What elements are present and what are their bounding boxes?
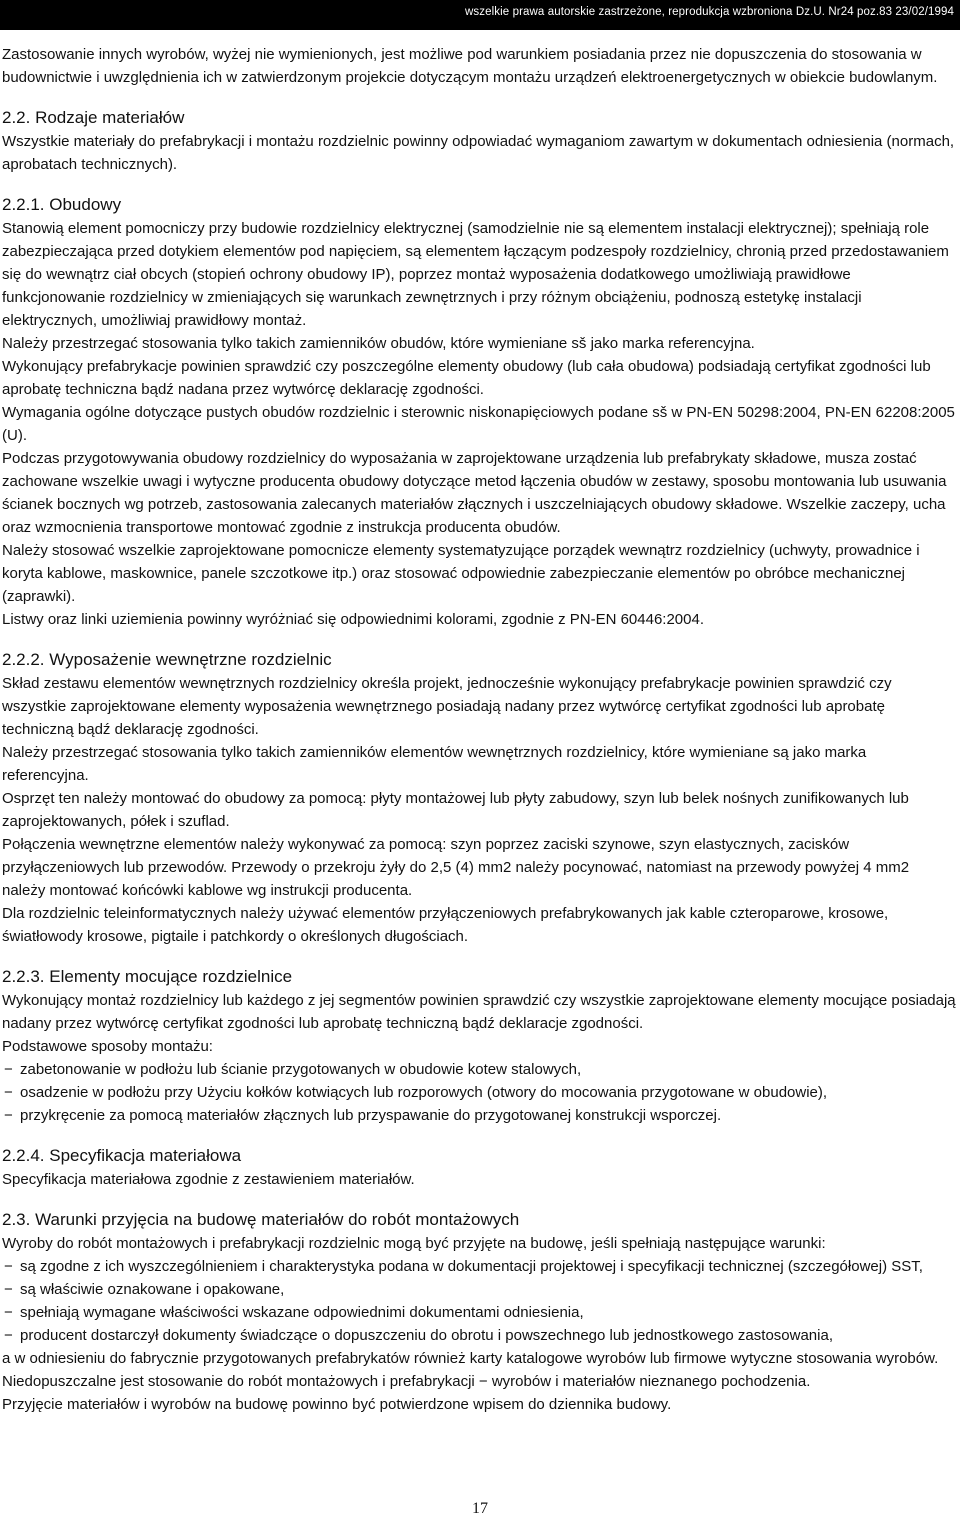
list-item: − osadzenie w podłożu przy Użyciu kołków kotwiących lub rozporowych (otwory do mocowania przygotowane w obudowie), xyxy=(2,1081,956,1104)
section-heading-2-2-4: 2.2.4. Specyfikacja materiałowa xyxy=(2,1146,242,1165)
list-item: − są właściwie oznakowane i opakowane, xyxy=(2,1278,956,1301)
list-item: − producent dostarczył dokumenty świadczące o dopuszczeniu do obrotu i powszechnego lub jednostkowego zastosowania, xyxy=(2,1324,956,1347)
paragraph: Dla rozdzielnic teleinformatycznych należy używać elementów przyłączeniowych prefabrykowanych jak kable czteroparowe, krosowe, światłowody krosowe, pigtaile i patchkordy o określonych długościach. xyxy=(2,905,889,945)
paragraph: Wykonujący prefabrykacje powinien sprawdzić czy poszczególne elementy obudowy (lub cała obudowa) podsiadają certyfikat zgodności lub aprobatę techniczna bądź nadana przez wytwórcę deklarację zgodności. xyxy=(2,358,931,398)
paragraph: Należy przestrzegać stosowania tylko takich zamienników elementów wewnętrznych rozdzielnicy, które wymieniane są jako marka referencyjna. xyxy=(2,744,867,784)
paragraph: Należy stosować wszelkie zaprojektowane pomocnicze elementy systematyzujące porządek wewnątrz rozdzielnicy (uchwyty, prowadnice i koryta kablowe, maskownice, panele szczotkowe itp.) oraz stosować odpowiednie zabezpieczanie elementów po obróbce mechanicznej (zaprawki). xyxy=(2,542,920,605)
paragraph: Połączenia wewnętrzne elementów należy wykonywać za pomocą: szyn poprzez zaciski szynowe, szyn elastycznych, zacisków przyłączeniowych lub przewodów. Przewody o przekroju żyły do 2,5 (4) mm2 należy pocynować, natomiast na przewody powyżej 4 mm2 należy montować końcówki kablowe wg instrukcji producenta. xyxy=(2,836,910,899)
paragraph: Wyroby do robót montażowych i prefabrykacji rozdzielnic mogą być przyjęte na budowę, jeśli spełniają następujące warunki: xyxy=(2,1235,826,1252)
header-copyright-text: wszelkie prawa autorskie zastrzeżone, reprodukcja wzbroniona Dz.U. Nr24 poz.83 23/02/1994 xyxy=(465,6,954,18)
paragraph: Niedopuszczalne jest stosowanie do robót montażowych i prefabrykacji − wyrobów i materiałów nieznanego pochodzenia. xyxy=(2,1373,811,1390)
paragraph: Wymagania ogólne dotyczące pustych obudów rozdzielnic i sterownic niskonapięciowych podane sš w PN-EN 50298:2004, PN-EN 62208:2005 (U). xyxy=(2,404,955,444)
mounting-methods-list xyxy=(2,1058,956,1127)
list-item: − spełniają wymagane właściwości wskazane odpowiednimi dokumentami odniesienia, xyxy=(2,1301,956,1324)
list-item: − przykręcenie za pomocą materiałów złącznych lub przyspawanie do przygotowanej konstrukcji wsporczej. xyxy=(2,1104,956,1127)
section-heading-2-2-3: 2.2.3. Elementy mocujące rozdzielnice xyxy=(2,967,293,986)
paragraph: Specyfikacja materiałowa zgodnie z zestawieniem materiałów. xyxy=(2,1171,415,1188)
paragraph: Listwy oraz linki uziemienia powinny wyróżniać się odpowiednimi kolorami, zgodnie z PN-EN 60446:2004. xyxy=(2,611,705,628)
document-body xyxy=(2,43,956,1416)
list-item: − zabetonowanie w podłożu lub ścianie przygotowanych w obudowie kotew stalowych, xyxy=(2,1058,956,1081)
paragraph: Podczas przygotowywania obudowy rozdzielnicy do wyposażania w zaprojektowane urządzenia lub prefabrykaty składowe, musza zostać zachowane wszelkie uwagi i wytyczne producenta obudowy dotyczące metod łączenia obudów w zestawy, sposobu montowania lub usuwania ścianek bocznych wg potrzeb, zastosowania zalecanych materiałów złącznych i uszczelniających obudowy składowe. Wszelkie zaczepy, ucha oraz wzmocnienia transportowe montować zgodnie z instrukcja producenta obudów. xyxy=(2,450,947,536)
list-item: − są zgodne z ich wyszczególnieniem i charakterystyka podana w dokumentacji projektowej i specyfikacji technicznej (szczegółowej) SST, xyxy=(2,1255,956,1278)
paragraph: Wszystkie materiały do prefabrykacji i montażu rozdzielnic powinny odpowiadać wymaganiom zawartym w dokumentach odniesienia (normach, aprobatach technicznych). xyxy=(2,133,955,173)
paragraph: Podstawowe sposoby montażu: xyxy=(2,1038,213,1055)
section-heading-2-2-2: 2.2.2. Wyposażenie wewnętrzne rozdzielnic xyxy=(2,650,332,669)
header-bar xyxy=(0,0,960,30)
paragraph: Wykonujący montaż rozdzielnicy lub każdego z jej segmentów powinien sprawdzić czy wszystkie zaprojektowane elementy mocujące posiadają nadany przez wytwórcę certyfikat zgodności lub aprobatę techniczną bądź deklaracje zgodności. xyxy=(2,992,956,1032)
section-heading-2-3: 2.3. Warunki przyjęcia na budowę materiałów do robót montażowych xyxy=(2,1210,520,1229)
paragraph: a w odniesieniu do fabrycznie przygotowanych prefabrykatów również karty katalogowe wyrobów lub firmowe wytyczne stosowania wyrobów. xyxy=(2,1350,939,1367)
paragraph: Należy przestrzegać stosowania tylko takich zamienników obudów, które wymieniane sš jako marka referencyjna. xyxy=(2,335,755,352)
paragraph: Zastosowanie innych wyrobów, wyżej nie wymienionych, jest możliwe pod warunkiem posiadania przez nie dopuszczenia do stosowania w budownictwie i uwzględnienia ich w zatwierdzonym projekcie dotyczącym montażu urządzeń elektroenergetycznych w obiekcie budowlanym. xyxy=(2,46,938,86)
paragraph: Stanowią element pomocniczy przy budowie rozdzielnicy elektrycznej (samodzielnie nie są elementem instalacji elektrycznej); spełniają role zabezpieczająca przed dotykiem elementów pod napięciem, są elementem łączącym podzespoły rozdzielnicy, chronią przed przedostawaniem się do wewnątrz ciał obcych (stopień ochrony obudowy IP), poprzez montaż wyposażenia dodatkowego umożliwiają prawidłowe funkcjonowanie rozdzielnicy w zmieniających się warunkach zewnętrznych i przy różnym obciążeniu, podnoszą estetykę instalacji elektrycznych, umożliwiaj prawidłowy montaż. xyxy=(2,220,949,329)
paragraph: Osprzęt ten należy montować do obudowy za pomocą: płyty montażowej lub płyty zabudowy, szyn lub belek nośnych zunifikowanych lub zaprojektowanych, półek i szuflad. xyxy=(2,790,909,830)
paragraph: Skład zestawu elementów wewnętrznych rozdzielnicy określa projekt, jednocześnie wykonujący prefabrykacje powinien sprawdzić czy wszystkie zaprojektowane elementy wyposażenia wewnętrznego posiadają nadany przez wytwórcę certyfikat zgodności lub aprobatę techniczną bądź deklarację zgodności. xyxy=(2,675,892,738)
section-heading-2-2: 2.2. Rodzaje materiałów xyxy=(2,108,185,127)
acceptance-conditions-list xyxy=(2,1255,956,1347)
section-heading-2-2-1: 2.2.1. Obudowy xyxy=(2,195,122,214)
page-number: 17 xyxy=(472,1500,488,1517)
paragraph: Przyjęcie materiałów i wyrobów na budowę powinno być potwierdzone wpisem do dziennika budowy. xyxy=(2,1396,672,1413)
